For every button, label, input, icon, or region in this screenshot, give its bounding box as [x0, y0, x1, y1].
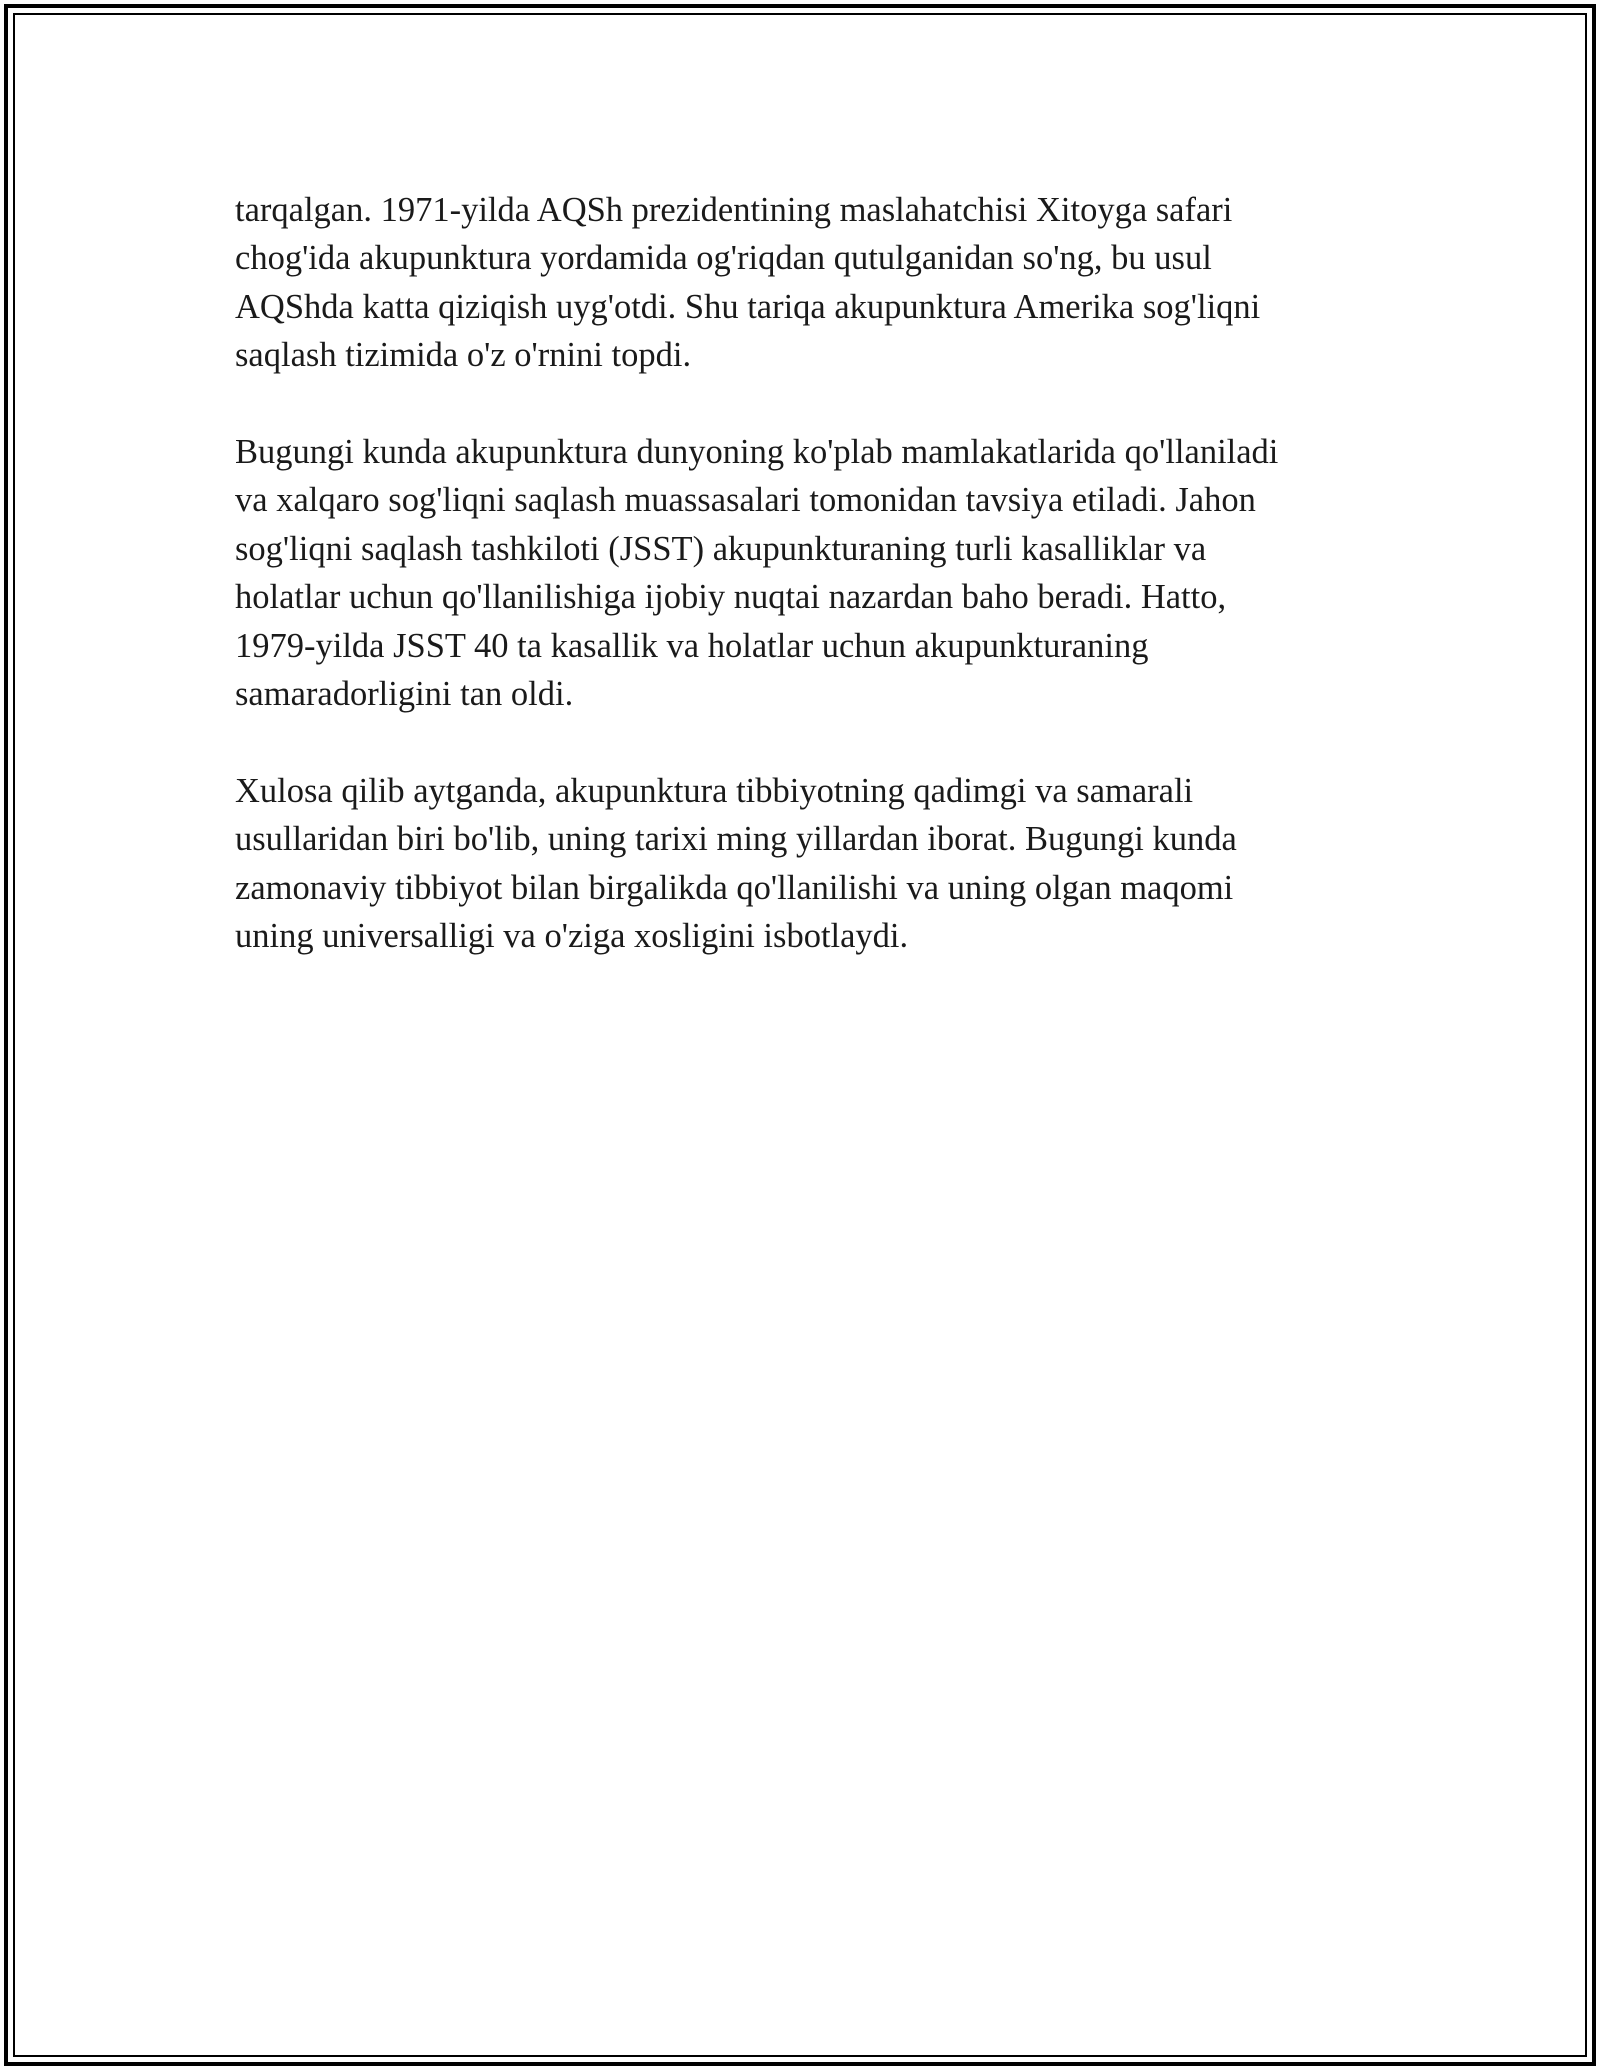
paragraph-2: Bugungi kunda akupunktura dunyoning ko'plab mamlakatlarida qo'llaniladi va xalqaro sog'liqni saqlash muassasalari tomonidan tavsiya etiladi. Jahon sog'liqni saqlash tashkiloti (JSST) akupunkturaning turli kasalliklar va holatlar uchun qo'llanilishiga ijobiy nuqtai nazardan baho beradi. Hatto, 1979-yilda JSST 40 ta kasallik va holatlar uchun akupunkturaning samaradorligini tan oldi. [235, 433, 1279, 714]
paragraph-3: Xulosa qilib aytganda, akupunktura tibbiyotning qadimgi va samarali usullaridan biri bo'lib, uning tarixi ming yillardan iborat. Bugungi kunda zamonaviy tibbiyot bilan birgalikda qo'llanilishi va uning olgan maqomi uning universalligi va o'ziga xosligini isbotlaydi. [235, 771, 1237, 956]
document-body [235, 186, 1385, 1009]
paragraph-1: tarqalgan. 1971-yilda AQSh prezidentining maslahatchisi Xitoyga safari chog'ida akupunktura yordamida og'riqdan qutulganidan so'ng, bu usul AQShda katta qiziqish uyg'otdi. Shu tariqa akupunktura Amerika sog'liqni saqlash tizimida o'z o'rnini topdi. [235, 191, 1261, 375]
